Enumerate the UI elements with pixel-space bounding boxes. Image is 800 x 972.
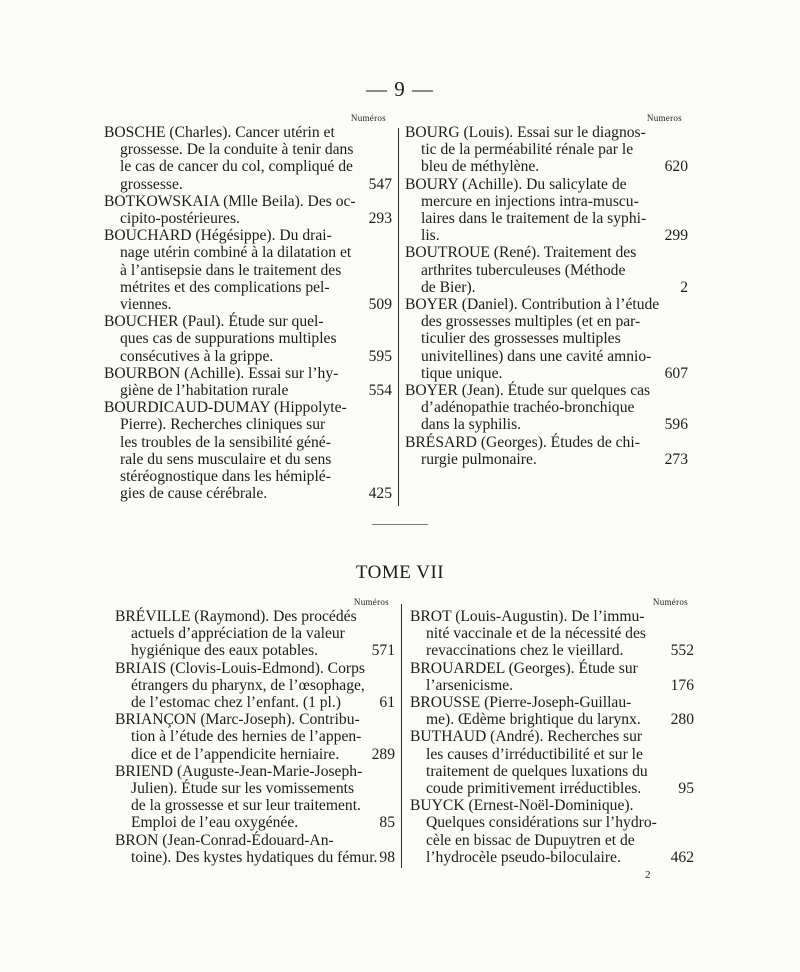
entry-title-line	[405, 193, 688, 210]
entry-author-line	[104, 124, 392, 141]
entry-text: nage utérin combiné à la dilatation et	[120, 244, 352, 262]
entry-title-line	[410, 763, 694, 780]
index-entry	[104, 124, 392, 193]
entry-number: 98	[379, 848, 395, 866]
index-entry	[405, 296, 688, 382]
entry-text: d’adénopathie trachéo-bronchique	[421, 399, 635, 417]
entry-title-line	[104, 468, 392, 485]
entry-text: BROUSSE (Pierre-Joseph-Guillau-	[410, 694, 632, 712]
entry-title-line	[115, 677, 395, 694]
entry-text: ques cas de suppurations multiples	[120, 330, 337, 348]
entry-text: giène de l’habitation rurale	[120, 382, 289, 400]
entry-title-line	[104, 244, 392, 261]
index-entry	[410, 660, 694, 694]
entry-text: les troubles de la sensibilité géné-	[120, 433, 331, 451]
entry-text: BROUARDEL (Georges). Étude sur	[410, 659, 638, 677]
entry-text: dans la syphilis.	[421, 416, 522, 434]
entry-text: BOUTROUE (René). Traitement des	[405, 244, 637, 262]
entry-title-line	[405, 399, 688, 416]
entry-title-line	[410, 780, 694, 797]
entry-title-line	[410, 711, 694, 728]
entry-title-line	[115, 746, 395, 763]
index-entry	[115, 660, 395, 712]
column-top-right	[405, 113, 688, 468]
entry-author-line	[405, 434, 688, 451]
entry-text: traitement de quelques luxations du	[426, 762, 648, 780]
tome-heading: TOME VII	[355, 562, 445, 583]
column-divider-top	[398, 128, 399, 506]
entry-number: 607	[664, 364, 688, 382]
entry-text: BOUCHER (Paul). Étude sur quel-	[104, 313, 324, 331]
page-number: — 9 —	[366, 77, 434, 101]
entry-author-line	[115, 763, 395, 780]
column-bottom-right	[410, 597, 694, 866]
entry-text: dice et de l’appendicite herniaire.	[131, 745, 340, 763]
entry-text: BRÉSARD (Georges). Études de chi-	[405, 433, 640, 451]
entry-text: BRIAIS (Clovis-Louis-Edmond). Corps	[115, 659, 365, 677]
entry-text: BUYCK (Ernest-Noël-Dominique).	[410, 797, 634, 815]
entry-title-line	[405, 210, 688, 227]
entry-text: toine). Des kystes hydatiques du fémur.	[131, 848, 378, 866]
entry-author-line	[410, 608, 694, 625]
entry-text: consécutives à la grippe.	[120, 347, 274, 365]
entry-author-line	[410, 694, 694, 711]
entry-text: des grossesses multiples (et en par-	[421, 313, 641, 331]
entry-text: tic de la perméabilité rénale par le	[421, 141, 634, 159]
index-entry	[410, 608, 694, 660]
entry-title-line	[405, 313, 688, 330]
index-entry	[115, 832, 395, 866]
entry-number: 61	[379, 694, 395, 712]
entry-title-line	[405, 262, 688, 279]
entry-number: 2	[680, 278, 688, 296]
index-entry	[115, 711, 395, 763]
entry-title-line	[104, 296, 392, 313]
entry-number: 176	[670, 676, 694, 694]
entry-author-line	[104, 313, 392, 330]
entry-text: BROT (Louis-Augustin). De l’immu-	[410, 608, 645, 625]
entry-text: BOYER (Jean). Étude sur quelques cas	[405, 382, 651, 400]
entry-text: l’arsenicisme.	[426, 676, 514, 694]
entry-author-line	[115, 608, 395, 625]
entry-text: BOURBON (Achille). Essai sur l’hy-	[104, 364, 339, 382]
entry-title-line	[405, 365, 688, 382]
entry-text: lis.	[421, 227, 440, 245]
index-entry	[405, 244, 688, 296]
column-bottom-left	[115, 597, 395, 866]
entry-text: BOURDICAUD-DUMAY (Hippolyte-	[104, 399, 347, 417]
entry-title-line	[410, 677, 694, 694]
entry-text: BOSCHE (Charles). Cancer utérin et	[104, 124, 335, 141]
entry-title-line	[115, 797, 395, 814]
entry-text: univitellines) dans une cavité amnio-	[421, 347, 652, 365]
entry-number: 620	[664, 158, 688, 176]
entry-text: les causes d’irréductibilité et sur le	[426, 745, 643, 763]
entry-text: de la grossesse et sur leur traitement.	[131, 797, 361, 815]
index-entry	[405, 124, 688, 176]
entry-title-line	[405, 279, 688, 296]
index-entry	[104, 193, 392, 227]
entry-title-line	[104, 141, 392, 158]
entry-number: 596	[664, 416, 688, 434]
entry-author-line	[405, 176, 688, 193]
entry-text: laires dans le traitement de la syphi-	[421, 210, 647, 228]
entry-text: mercure en injections intra-muscu-	[421, 192, 639, 210]
entry-title-line	[104, 382, 392, 399]
entry-text: BOUCHARD (Hégésippe). Du drai-	[104, 227, 332, 245]
entry-text: BOURY (Achille). Du salicylate de	[405, 175, 627, 193]
entry-text: Quelques considérations sur l’hydro-	[426, 814, 657, 832]
entry-text: me). Œdème brightique du larynx.	[426, 711, 641, 729]
entry-number: 462	[670, 848, 694, 866]
index-entry	[410, 728, 694, 797]
entry-text: stéréognostique dans les hémiplé-	[120, 468, 331, 486]
entry-number: 299	[664, 227, 688, 245]
numeros-header: Numeros	[646, 113, 682, 123]
index-entry	[104, 399, 392, 502]
entry-number: 293	[368, 210, 392, 228]
entry-number: 571	[371, 642, 395, 660]
entry-text: Pierre). Recherches cliniques sur	[120, 416, 326, 434]
entry-title-line	[104, 330, 392, 347]
entry-text: de l’estomac chez l’enfant. (1 pl.)	[131, 694, 341, 712]
index-entry	[410, 694, 694, 728]
entry-number: 509	[368, 296, 392, 314]
entry-title-line	[104, 176, 392, 193]
entry-text: Julien). Étude sur les vomissements	[131, 780, 355, 798]
entry-text: cipito-postérieures.	[120, 210, 240, 228]
entry-text: gies de cause cérébrale.	[120, 485, 268, 503]
index-entry	[104, 313, 392, 365]
entry-title-line	[405, 158, 688, 175]
entry-text: à l’antisepsie dans le traitement des	[120, 261, 342, 279]
entry-author-line	[104, 399, 392, 416]
entry-text: tion à l’étude des hernies de l’appen-	[131, 728, 362, 746]
entry-author-line	[410, 728, 694, 745]
index-entry	[104, 227, 392, 313]
entry-title-line	[405, 348, 688, 365]
entry-title-line	[405, 330, 688, 347]
entry-text: grossesse.	[120, 175, 183, 193]
entry-author-line	[410, 660, 694, 677]
entry-title-line	[104, 434, 392, 451]
entry-author-line	[405, 124, 688, 141]
entry-text: de Bier).	[421, 278, 476, 296]
entry-author-line	[410, 797, 694, 814]
entry-title-line	[104, 451, 392, 468]
entry-text: cèle en bissac de Dupuytren et de	[426, 831, 635, 849]
entry-number: 85	[379, 814, 395, 832]
entry-text: rale du sens musculaire et du sens	[120, 450, 332, 468]
entry-text: BRON (Jean-Conrad-Édouard-An-	[115, 831, 334, 849]
entry-author-line	[405, 296, 688, 313]
entry-title-line	[405, 451, 688, 468]
entry-title-line	[410, 849, 694, 866]
entry-number: 95	[678, 780, 694, 798]
entry-text: Emploi de l’eau oxygénée.	[131, 814, 299, 832]
entry-title-line	[115, 849, 395, 866]
entry-text: viennes.	[120, 296, 172, 314]
numeros-header: Numéros	[353, 597, 389, 607]
entry-number: 425	[368, 485, 392, 503]
entry-author-line	[115, 711, 395, 728]
entry-title-line	[405, 416, 688, 433]
entry-title-line	[410, 642, 694, 659]
entry-title-line	[405, 227, 688, 244]
index-entry	[104, 365, 392, 399]
entry-text: étrangers du pharynx, de l’œsophage,	[131, 676, 365, 694]
entry-text: grossesse. De la conduite à tenir dans	[120, 141, 354, 159]
entry-title-line	[104, 279, 392, 296]
entry-text: tique unique.	[421, 364, 503, 382]
entry-title-line	[410, 814, 694, 831]
index-entry	[410, 797, 694, 866]
column-divider-bottom	[401, 604, 402, 868]
index-entry	[405, 434, 688, 468]
entry-title-line	[410, 832, 694, 849]
numeros-header: Numéros	[350, 113, 386, 123]
entry-author-line	[104, 365, 392, 382]
entry-title-line	[410, 746, 694, 763]
entry-title-line	[104, 210, 392, 227]
entry-title-line	[115, 780, 395, 797]
entry-text: actuels d’appréciation de la valeur	[131, 625, 345, 643]
index-entry	[115, 763, 395, 832]
entry-text: ticulier des grossesses multiples	[421, 330, 621, 348]
entry-text: BRIANÇON (Marc-Joseph). Contribu-	[115, 711, 360, 729]
entry-title-line	[115, 694, 395, 711]
entry-author-line	[405, 382, 688, 399]
entry-title-line	[410, 625, 694, 642]
column-top-left	[104, 113, 392, 502]
index-entry	[405, 176, 688, 245]
entry-title-line	[115, 625, 395, 642]
entry-author-line	[405, 244, 688, 261]
entry-author-line	[115, 832, 395, 849]
entry-number: 595	[368, 347, 392, 365]
index-entry	[115, 608, 395, 660]
entry-title-line	[104, 158, 392, 175]
entry-author-line	[104, 193, 392, 210]
index-entry	[405, 382, 688, 434]
entry-text: BOURG (Louis). Essai sur le diagnos-	[405, 124, 646, 141]
entry-text: rurgie pulmonaire.	[421, 450, 537, 468]
entry-text: métrites et des complications pel-	[120, 278, 330, 296]
entry-number: 552	[670, 642, 694, 660]
entry-title-line	[115, 728, 395, 745]
entry-author-line	[115, 660, 395, 677]
entry-text: bleu de méthylène.	[421, 158, 540, 176]
entry-text: coude primitivement irréductibles.	[426, 780, 642, 798]
entry-title-line	[104, 485, 392, 502]
entry-title-line	[104, 262, 392, 279]
numeros-header: Numéros	[652, 597, 688, 607]
entry-text: arthrites tuberculeuses (Méthode	[421, 261, 626, 279]
entry-text: revaccinations chez le vieillard.	[426, 642, 624, 660]
entry-text: hygiénique des eaux potables.	[131, 642, 319, 660]
entry-title-line	[115, 814, 395, 831]
entry-title-line	[104, 416, 392, 433]
entry-text: l’hydrocèle pseudo-biloculaire.	[426, 848, 621, 866]
entry-text: le cas de cancer du col, compliqué de	[120, 158, 353, 176]
entry-text: nité vaccinale et de la nécessité des	[426, 625, 646, 643]
entry-text: BUTHAUD (André). Recherches sur	[410, 728, 643, 746]
entry-number: 547	[368, 175, 392, 193]
entry-title-line	[405, 141, 688, 158]
section-separator	[372, 524, 428, 525]
entry-number: 273	[664, 450, 688, 468]
entry-number: 280	[670, 711, 694, 729]
entry-number: 289	[371, 745, 395, 763]
entry-title-line	[115, 642, 395, 659]
entry-number: 554	[368, 382, 392, 400]
entry-text: BRÉVILLE (Raymond). Des procédés	[115, 608, 357, 625]
entry-title-line	[104, 348, 392, 365]
entry-text: BRIEND (Auguste-Jean-Marie-Joseph-	[115, 762, 363, 780]
entry-text: BOTKOWSKAIA (Mlle Beila). Des oc-	[104, 192, 356, 210]
entry-author-line	[104, 227, 392, 244]
entry-text: BOYER (Daniel). Contribution à l’étude	[405, 296, 660, 314]
footer-signature: 2	[645, 869, 651, 881]
